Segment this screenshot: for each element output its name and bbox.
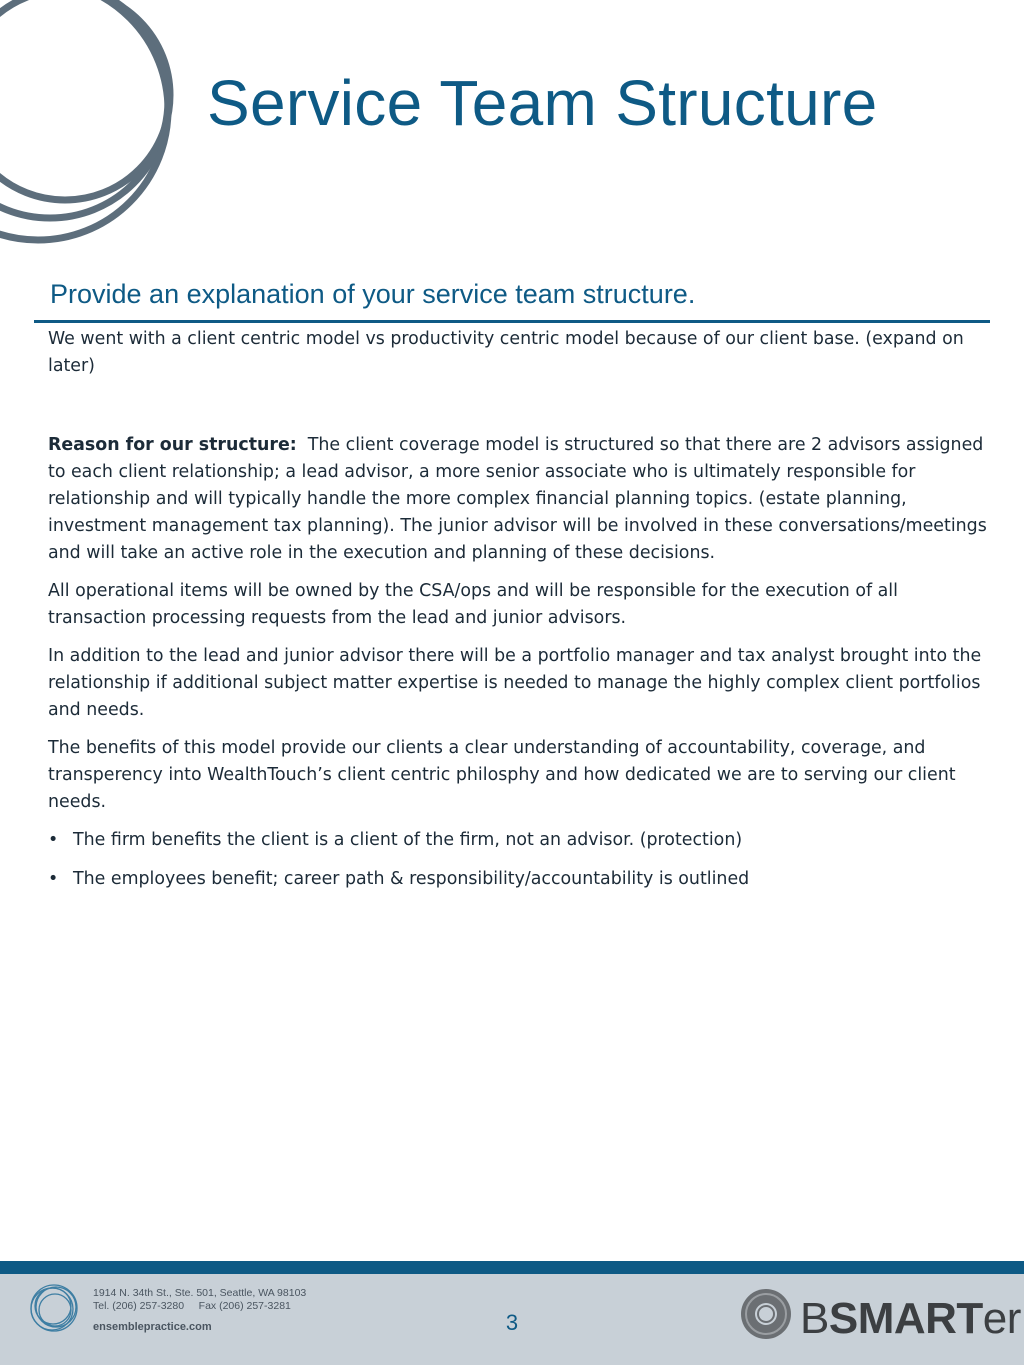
phone-number: Tel. (206) 257-3280 <box>93 1300 185 1312</box>
list-item <box>48 866 988 893</box>
list-item <box>48 827 988 854</box>
address-line: 1914 N. 34th St., Ste. 501, Seattle, WA 98103 <box>93 1287 307 1299</box>
list-item-text: The employees benefit; career path & responsibility/accountability is outlined <box>73 869 750 889</box>
bsmarter-ring-logo-icon <box>738 1286 794 1342</box>
website-link[interactable]: ensemblepractice.com <box>93 1321 212 1333</box>
footer <box>0 1274 1024 1365</box>
operations-paragraph: All operational items will be owned by the CSA/ops and will be responsible for the execution of all transaction processing requests from the lead and junior advisors. <box>48 581 898 628</box>
footer-accent-bar <box>0 1261 1024 1274</box>
footer-contact <box>93 1287 306 1334</box>
reason-paragraph <box>48 432 988 567</box>
corner-rings-graphic <box>0 0 200 260</box>
reason-text: The client coverage model is structured so that there are 2 advisors assigned to each client relationship; a lead advisor, a more senior associate who is ultimately responsible for relationship and will typically handle the more complex financial planning topics. (estate planning, investment management tax planning). The junior advisor will be involved in these conversations/meetings and will take an active role in the execution and planning of these decisions. <box>48 435 987 563</box>
intro-paragraph: We went with a client centric model vs productivity centric model because of our client base. (expand on later) <box>48 329 964 376</box>
page-number: 3 <box>505 1310 519 1335</box>
brand-wordmark: BSMARTer <box>800 1294 1021 1343</box>
benefits-list <box>48 827 988 893</box>
benefits-paragraph: The benefits of this model provide our clients a clear understanding of accountability, coverage, and transperency into WealthTouch’s client centric philosphy and how dedicated we are to serving our client needs. <box>48 738 956 812</box>
bullet-icon: • <box>48 869 59 889</box>
ensemble-rings-logo-icon <box>28 1282 84 1338</box>
page-title: Service Team Structure <box>207 67 878 139</box>
slide-body <box>48 326 988 905</box>
bullet-icon: • <box>48 830 59 850</box>
list-item-text: The firm benefits the client is a client of the firm, not an advisor. (protection) <box>73 830 743 850</box>
reason-label: Reason for our structure: <box>48 435 297 455</box>
heading-divider <box>34 320 990 323</box>
specialists-paragraph: In addition to the lead and junior advisor there will be a portfolio manager and tax analyst brought into the relationship if additional subject matter expertise is needed to manage the highly complex client portfolios and needs. <box>48 646 982 720</box>
phone-fax-line <box>93 1300 306 1313</box>
fax-number: Fax (206) 257-3281 <box>198 1300 291 1312</box>
section-heading: Provide an explanation of your service team structure. <box>50 279 696 309</box>
